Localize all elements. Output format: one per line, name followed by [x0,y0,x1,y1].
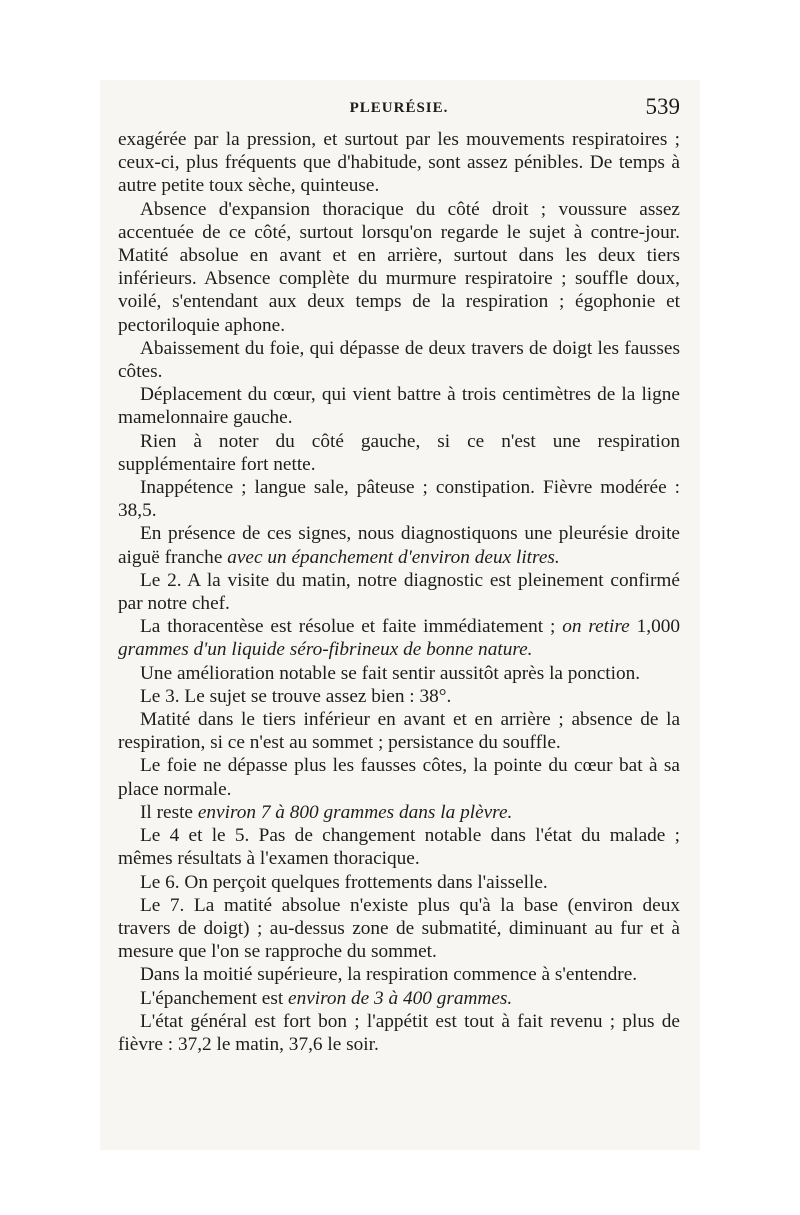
paragraph: L'état général est fort bon ; l'appétit est tout à fait revenu ; plus de fièvre : 37,2 le matin, 37,6 le soir. [118,1010,680,1055]
paragraph: Matité dans le tiers inférieur en avant et en arrière ; absence de la respiration, si ce n'est au sommet ; persistance du souffle. [118,709,680,754]
running-title: PLEURÉSIE. [349,100,449,116]
paragraph: Le 4 et le 5. Pas de changement notable dans l'état du malade ; mêmes résultats à l'examen thoracique. [118,825,680,870]
paragraph: L'épanchement est environ de 3 à 400 grammes. [140,987,513,1009]
paragraph: Rien à noter du côté gauche, si ce n'est une respiration supplémentaire fort nette. [118,430,680,475]
paragraph: Le 3. Le sujet se trouve assez bien : 38°. [140,685,452,707]
paragraph: Le 2. A la visite du matin, notre diagnostic est pleinement confirmé par notre chef. [118,569,680,615]
paragraph: Une amélioration notable se fait sentir aussitôt après la ponction. [140,662,641,684]
paragraph: Inappétence ; langue sale, pâteuse ; constipation. Fièvre modérée : 38,5. [118,477,680,522]
paragraph: Absence d'expansion thoracique du côté droit ; voussure assez accentuée de ce côté, surtout lorsqu'on regarde le sujet à contre-jour. Matité absolue en avant et en arrière, surtout dans les deux tiers inférieurs. Absence complète du murmure respiratoire ; souffle doux, voilé, s'entendant aux deux temps de la respiration ; égophonie et pectoriloquie aphone. [118,198,680,336]
paragraph: Le 6. On perçoit quelques frottements dans l'aisselle. [140,871,548,893]
paragraph: La thoracentèse est résolue et faite immédiatement ; on retire 1,000 grammes d'un liquide séro-fibrineux de bonne nature. [118,616,680,661]
paragraph: Abaissement du foie, qui dépasse de deux travers de doigt les fausses côtes. [118,337,680,383]
page-header [118,94,680,122]
paragraph: En présence de ces signes, nous diagnostiquons une pleurésie droite aiguë franche avec un épanchement d'environ deux litres. [118,523,680,568]
paragraph: Il reste environ 7 à 800 grammes dans la plèvre. [140,801,513,823]
paragraph: Déplacement du cœur, qui vient battre à trois centimètres de la ligne mamelonnaire gauche. [118,384,680,429]
paragraph: Dans la moitié supérieure, la respiration commence à s'entendre. [140,964,638,986]
paragraph: Le 7. La matité absolue n'existe plus qu'à la base (environ deux travers de doigt) ; au-dessus zone de submatité, diminuant au fur et à mesure que l'on se rapproche du sommet. [118,894,680,963]
body-text [118,128,680,1056]
page-number: 539 [645,94,680,119]
paragraph: exagérée par la pression, et surtout par les mouvements respiratoires ; ceux-ci, plus fréquents que d'habitude, sont assez pénibles. De temps à autre petite toux sèche, quinteuse. [118,129,680,197]
paragraph: Le foie ne dépasse plus les fausses côtes, la pointe du cœur bat à sa place normale. [118,755,680,800]
